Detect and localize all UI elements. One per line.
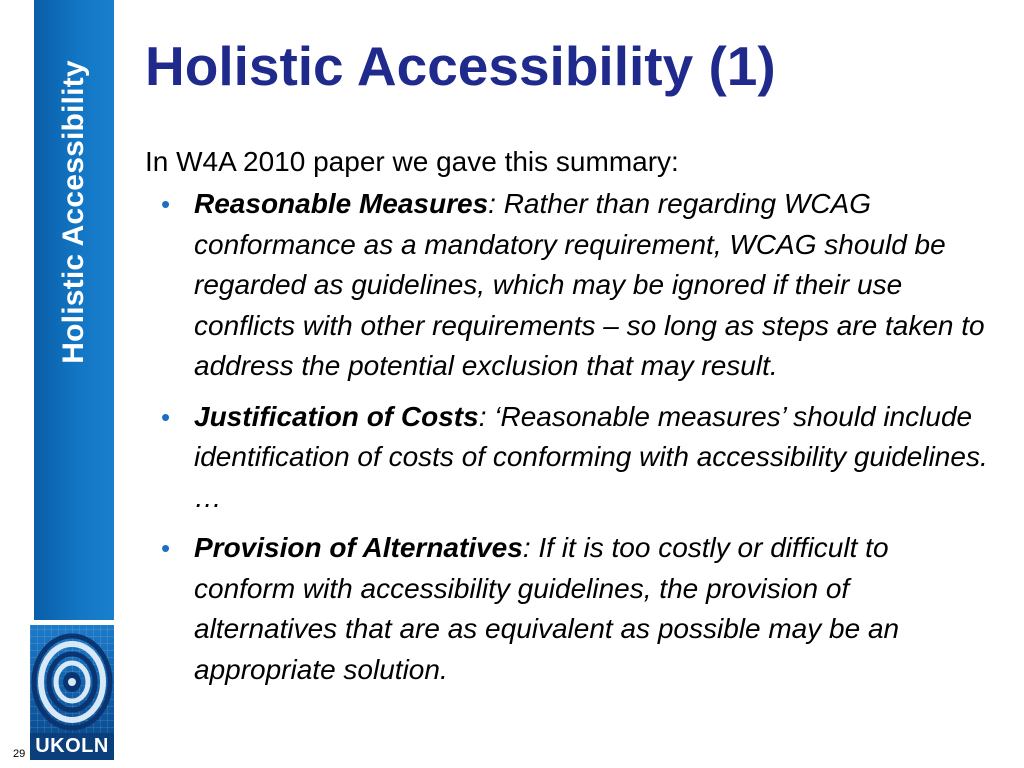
bullet-term: Provision of Alternatives	[194, 532, 523, 563]
bullet-text: : ‘Reasonable measures’ should include identification of costs of conforming with accessibility guidelines. …	[194, 400, 988, 513]
side-title: Holistic Accessibility	[57, 60, 90, 364]
slide-title: Holistic Accessibility (1)	[145, 35, 776, 97]
eye-logo-icon	[30, 629, 114, 735]
bullet-icon: •	[161, 533, 171, 563]
bullet-term: Justification of Costs	[194, 400, 479, 432]
bullet-item-justification-of-costs	[145, 397, 995, 519]
bullet-text: : If it is too costly or difficult to conform with accessibility guidelines, the provision of alternatives that are as equivalent as possible may be an appropriate solution.	[194, 532, 900, 685]
slide-body	[145, 142, 995, 700]
bullet-term: Reasonable Measures	[194, 188, 489, 219]
slide-number: 29	[13, 748, 26, 760]
bullet-item-provision-of-alternatives	[145, 528, 995, 690]
intro-text: In W4A 2010 paper we gave this summary:	[145, 146, 679, 177]
bullet-icon: •	[161, 189, 171, 219]
logo-text: UKOLN	[30, 733, 114, 760]
bullet-icon: •	[161, 401, 171, 432]
ukoln-logo	[30, 625, 114, 760]
bullet-list	[145, 184, 995, 690]
bullet-item-reasonable-measures	[145, 184, 995, 387]
bullet-text: : Rather than regarding WCAG conformance as a mandatory requirement, WCAG should be regarded as guidelines, which may be ignored if their use conflicts with other requirements – so long as steps are taken to address the potential exclusion that may result.	[194, 188, 985, 381]
